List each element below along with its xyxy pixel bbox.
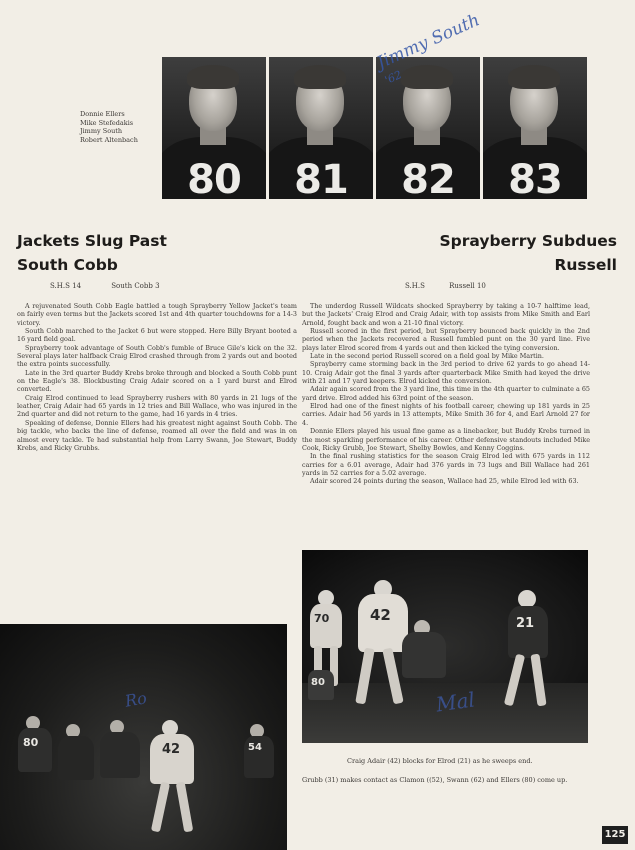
article-paragraph: Elrod had one of the finest nights of his football career, chewing up 181 yards in 25 carries. Adair had 56 yards in 13 attempts, Mike Smith 36 for 4, and Earl Arnold 27 for 4. (302, 402, 590, 427)
player-portrait (162, 57, 266, 199)
article-paragraph: The underdog Russell Wildcats shocked Sprayberry by taking a 10-7 halftime lead, but the Jackets' Craig Elrod and Craig Adair, with top assists from Mike Smith and Earl Arnold, fought back and won a 21-10 final victory. (302, 302, 590, 327)
handwritten-scribble: Ro (123, 688, 149, 711)
article-paragraph: Craig Elrod continued to lead Sprayberry rushers with 80 yards in 21 lugs of the leather, Craig Adair had 65 yards in 12 tries and Bill Wallace, who was injured in the 2nd quarter and did not return to the game, had 16 yards in 4 tries. (17, 393, 297, 419)
uniform (18, 728, 52, 772)
page-number: 125 (602, 826, 628, 844)
right-article (302, 302, 590, 486)
player-portrait (269, 57, 373, 199)
article-paragraph: Donnie Ellers played his usual fine game as a linebacker, but Buddy Krebs turned in the most sparkling performance of his career. Other defensive standouts included Mike Cook, Ricky Grubb, Joe Stewart, Shelby Bowles, and Kenny Coggins. (302, 427, 590, 452)
uniform (402, 632, 446, 678)
jersey-number: 80 (187, 157, 241, 199)
uniform (58, 736, 94, 780)
uniform (508, 606, 548, 658)
jersey-number: 70 (314, 612, 330, 625)
portrait-name: Mike Stefedakis (80, 118, 134, 127)
photo-caption: Craig Adair (42) blocks for Elrod (21) as he sweeps end. (347, 757, 533, 765)
portrait-strip (162, 57, 588, 199)
article-paragraph: Late in the second period Russell scored on a field goal by Mike Martin. (310, 352, 544, 361)
home-score: S.H.S 14 (50, 282, 82, 290)
uniform (310, 604, 342, 648)
portrait-name: Donnie Ellers (80, 110, 125, 118)
leg (151, 782, 170, 833)
portrait-name: Jimmy South (80, 127, 123, 135)
article-paragraph: In the final rushing statistics for the season Craig Elrod led with 675 yards in 112 carries for a 6.01 average, Adair had 376 yards in 73 lugs and Bill Wallace had 261 yards in 52 carries for a 5.02 average. (302, 452, 590, 477)
jersey-number: 42 (162, 742, 181, 757)
jersey-number: 54 (248, 742, 262, 753)
article-paragraph: Adair scored 24 points during the season, Wallace had 25, while Elrod led with 63. (310, 477, 579, 486)
portrait-name: Robert Altenbach (80, 135, 138, 144)
article-paragraph: Speaking of defense, Donnie Ellers had his greatest night against South Cobb. The big tackle, who backs the line of defense, roamed all over the field and was in on almost every tackle. Te had substantial help from Larry Swann, Joe Stewart, Buddy Krebs, and Ricky Grubbs. (17, 418, 297, 452)
jersey-number: 80 (311, 677, 325, 688)
right-headline-line1: Sprayberry Subdues (439, 232, 617, 250)
away-score: South Cobb 3 (111, 282, 160, 290)
photo-caption: Grubb (31) makes contact as Clamon ((52), Swann (62) and Ellers (80) come up. (302, 776, 568, 784)
jersey-number: 21 (516, 616, 535, 631)
jersey-number: 83 (508, 157, 562, 199)
article-paragraph: A rejuvenated South Cobb Eagle battled a tough Sprayberry Yellow Jacket's team on fairly even terms but the Jackets scored 1st and 4th quarter touchdowns for a 14-3 victory. (17, 302, 297, 327)
article-paragraph: Sprayberry took advantage of South Cobb's fumble of Bruce Gile's kick on the 32. Several plays later halfback Craig Elrod crashed through from 2 yards out and booted the extra points successfully. (17, 343, 297, 369)
right-score-line (405, 282, 486, 290)
handwritten-scribble: Mal (434, 687, 477, 717)
portrait-caption (80, 110, 138, 144)
leg (176, 782, 194, 833)
away-score: Russell 10 (449, 282, 486, 290)
left-article (17, 302, 297, 452)
autograph-year: '62 (382, 68, 404, 87)
right-headline-line2: Russell (554, 256, 617, 274)
left-headline (17, 229, 167, 277)
left-score-line (50, 282, 160, 290)
hair (294, 65, 346, 89)
game-photo-right (302, 550, 588, 743)
home-score: S.H.S (405, 282, 425, 290)
article-paragraph: Russell scored in the first period, but Sprayberry bounced back quickly in the 2nd period when the Jackets recovered a Russell fumbled punt on the 30 yard line. Five plays later Elrod scored from 4 yards out and then kicked the tying conversion. (302, 327, 590, 352)
left-headline-line1: Jackets Slug Past (17, 232, 167, 250)
article-paragraph: Adair again scored from the 3 yard line, this time in the 4th quarter to culminate a 65 yard drive. Elrod added his 63rd point of the season. (302, 385, 590, 402)
jersey-number: 82 (401, 157, 455, 199)
article-paragraph: Late in the 3rd quarter Buddy Krebs broke through and blocked a South Cobb punt on the Eagle's 38. Blockbusting Craig Adair scored on a 1 yard burst and Elrod converted. (17, 368, 297, 394)
hair (187, 65, 239, 89)
right-headline (439, 229, 617, 277)
game-photo-left (0, 624, 287, 850)
left-headline-line2: South Cobb (17, 256, 118, 274)
jersey-number: 81 (294, 157, 348, 199)
article-paragraph: South Cobb marched to the Jacket 6 but were stopped. Here Billy Bryant booted a 16 yard field goal. (17, 327, 297, 344)
jersey-number: 80 (23, 736, 39, 749)
uniform (100, 732, 140, 778)
autograph-name: Jimmy South (374, 10, 483, 74)
hair (508, 65, 560, 89)
article-paragraph: Sprayberry came storming back in the 3rd period to drive 62 yards to go ahead 14-10. Craig Adair got the final 3 yards after quarterback Mike Smith had keyed the drive with 21 and 17 yard keepers. Elrod kicked the conversion. (302, 360, 590, 386)
jersey-number: 42 (370, 606, 391, 624)
player-portrait (483, 57, 587, 199)
